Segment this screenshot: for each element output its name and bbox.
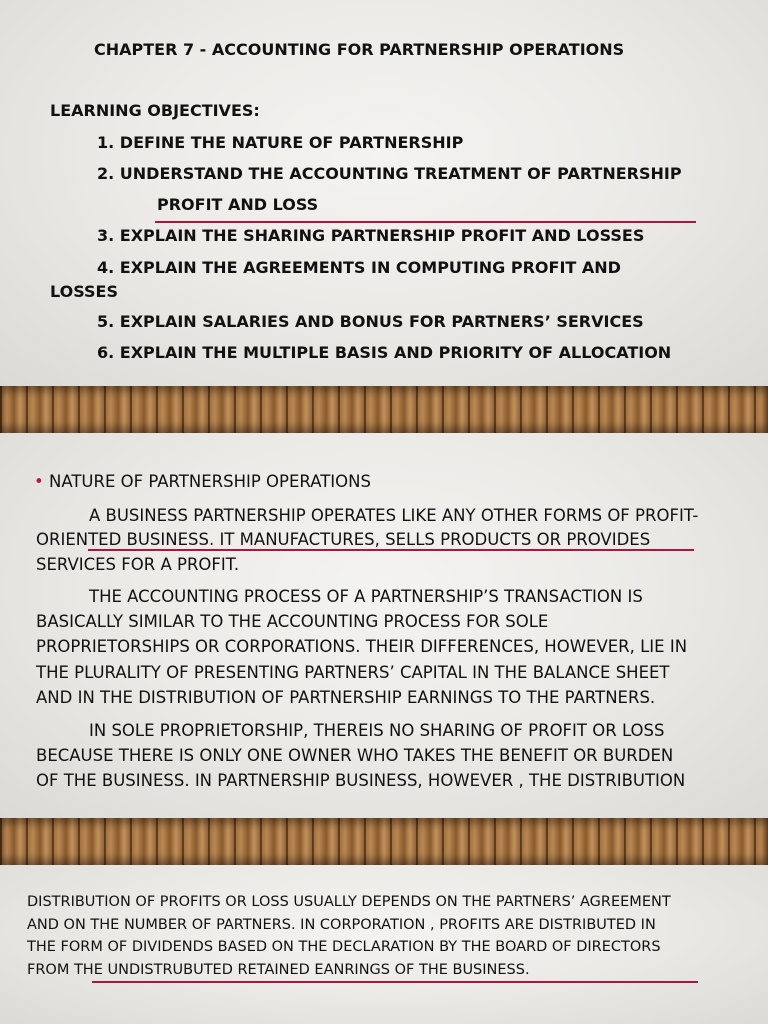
- chapter-title: CHAPTER 7 - ACCOUNTING FOR PARTNERSHIP OPERATIONS: [94, 40, 625, 59]
- wood-floor-divider: [0, 386, 768, 433]
- paragraph-line: PROPRIETORSHIPS OR CORPORATIONS. THEIR DIFFERENCES, HOWEVER, LIE IN: [36, 637, 688, 656]
- underline-decoration: [88, 549, 694, 551]
- section-bullet-item: [34, 472, 371, 491]
- paragraph-line: AND IN THE DISTRIBUTION OF PARTNERSHIP EARNINGS TO THE PARTNERS.: [36, 688, 656, 707]
- paragraph-line: BASICALLY SIMILAR TO THE ACCOUNTING PROCESS FOR SOLE: [36, 612, 549, 631]
- slide-nature-of-partnership: [0, 433, 768, 818]
- objective-5: 5. EXPLAIN SALARIES AND BONUS FOR PARTNERS’ SERVICES: [97, 312, 644, 331]
- slide-distribution-of-profits: [0, 865, 768, 1024]
- underline-decoration: [92, 981, 698, 983]
- paragraph-line: ORIENTED BUSINESS. IT MANUFACTURES, SELLS PRODUCTS OR PROVIDES: [36, 530, 651, 549]
- objectives-heading: LEARNING OBJECTIVES:: [50, 101, 260, 120]
- underline-decoration: [155, 221, 696, 223]
- objective-2-continued: PROFIT AND LOSS: [157, 195, 319, 214]
- section-heading: NATURE OF PARTNERSHIP OPERATIONS: [48, 472, 371, 491]
- paragraph-line: IN SOLE PROPRIETORSHIP, THEREIS NO SHARING OF PROFIT OR LOSS: [89, 721, 665, 740]
- objective-1: 1. DEFINE THE NATURE OF PARTNERSHIP: [97, 133, 464, 152]
- objective-4: 4. EXPLAIN THE AGREEMENTS IN COMPUTING PROFIT AND: [97, 258, 621, 277]
- paragraph-line: A BUSINESS PARTNERSHIP OPERATES LIKE ANY OTHER FORMS OF PROFIT-: [89, 506, 699, 525]
- slide-learning-objectives: [0, 0, 768, 386]
- bullet-icon: •: [34, 472, 44, 491]
- paragraph-line: THE ACCOUNTING PROCESS OF A PARTNERSHIP’S TRANSACTION IS: [89, 587, 643, 606]
- objective-2: 2. UNDERSTAND THE ACCOUNTING TREATMENT OF PARTNERSHIP: [97, 164, 682, 183]
- objective-3: 3. EXPLAIN THE SHARING PARTNERSHIP PROFIT AND LOSSES: [97, 226, 645, 245]
- paragraph-line: SERVICES FOR A PROFIT.: [36, 555, 240, 574]
- paragraph-line: DISTRIBUTION OF PROFITS OR LOSS USUALLY DEPENDS ON THE PARTNERS’ AGREEMENT: [27, 894, 671, 910]
- paragraph-line: OF THE BUSINESS. IN PARTNERSHIP BUSINESS, HOWEVER , THE DISTRIBUTION: [36, 771, 686, 790]
- paragraph-line: AND ON THE NUMBER OF PARTNERS. IN CORPORATION , PROFITS ARE DISTRIBUTED IN: [27, 917, 656, 933]
- paragraph-line: THE FORM OF DIVIDENDS BASED ON THE DECLARATION BY THE BOARD OF DIRECTORS: [27, 939, 661, 955]
- paragraph-line: BECAUSE THERE IS ONLY ONE OWNER WHO TAKES THE BENEFIT OR BURDEN: [36, 746, 674, 765]
- wood-floor-divider: [0, 818, 768, 865]
- paragraph-line: THE PLURALITY OF PRESENTING PARTNERS’ CAPITAL IN THE BALANCE SHEET: [36, 663, 670, 682]
- objective-4-continued: LOSSES: [50, 282, 119, 301]
- paragraph-line: FROM THE UNDISTRUBUTED RETAINED EANRINGS OF THE BUSINESS.: [27, 962, 530, 978]
- objective-6: 6. EXPLAIN THE MULTIPLE BASIS AND PRIORITY OF ALLOCATION: [97, 343, 672, 362]
